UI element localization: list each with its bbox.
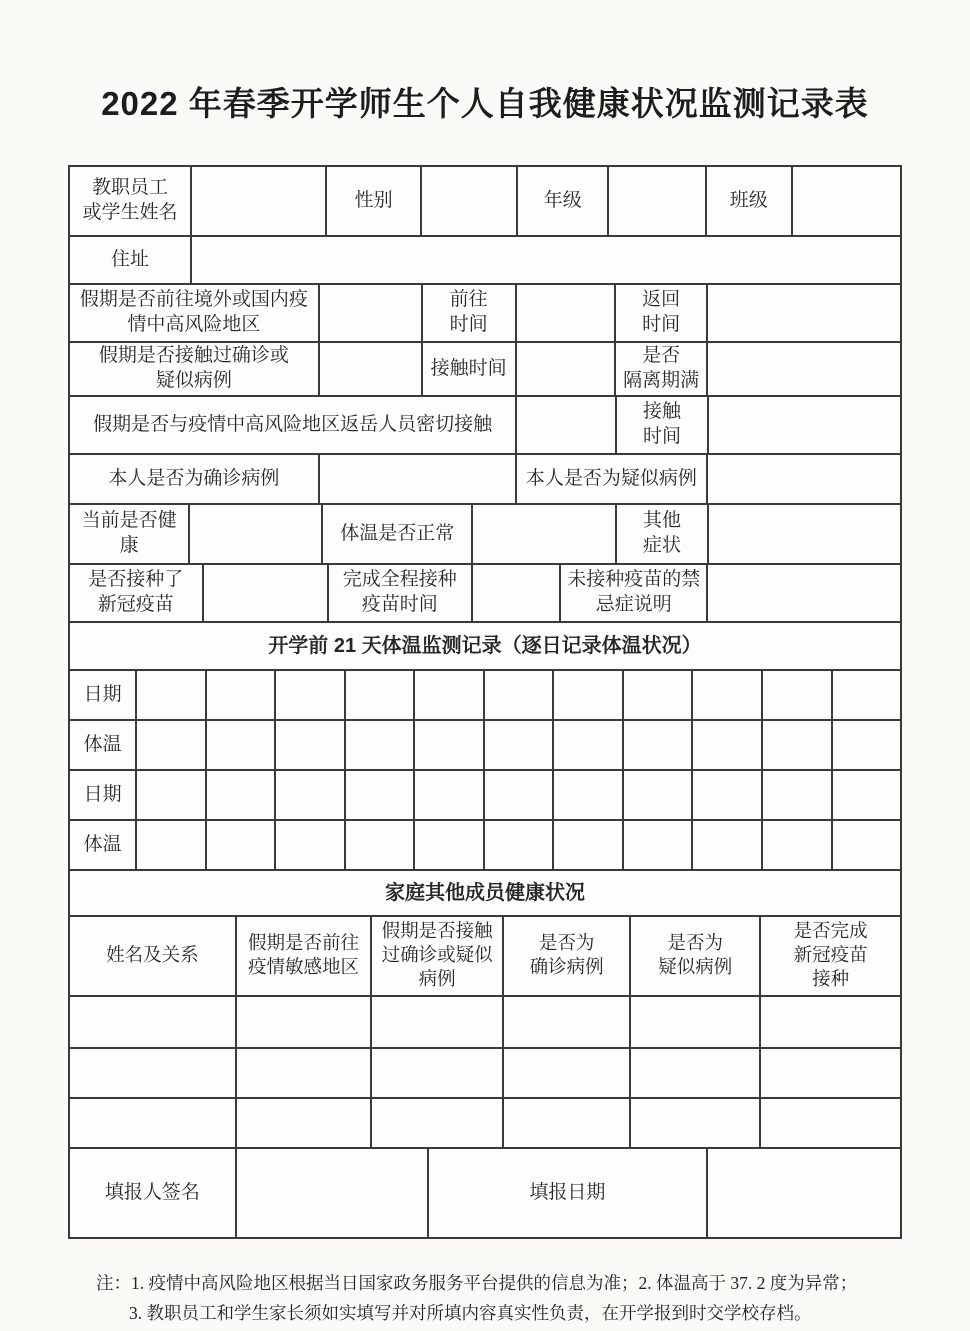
label-class: 班级 [707,167,793,235]
label-filler-signature: 填报人签名 [70,1149,237,1237]
empty-cell [631,997,761,1047]
input-travel-risk-area [320,285,423,341]
input-vaccinated [204,565,329,621]
temp-date-cell [137,671,207,719]
family-section-header: 家庭其他成员健康状况 [385,882,585,904]
temp-value-cell [763,721,833,769]
temp-value-cell [207,721,277,769]
page-title: 2022 年春季开学师生个人自我健康状况监测记录表 [101,85,869,122]
temp-date-cell [346,671,416,719]
temp-date-cell [415,771,485,819]
label-self-suspected: 本人是否为疑似病例 [517,455,709,503]
temp-value-cell [624,721,694,769]
temp-date-cell [415,671,485,719]
input-contact-time-2 [709,397,900,453]
temp-value-cell [346,821,416,869]
temp-date-row-2 [70,771,900,821]
temp-value-row-2 [70,821,900,871]
family-col-confirmed: 是否为 确诊病例 [504,917,631,995]
temp-date-row-1 [70,671,900,721]
footnotes [96,1269,886,1329]
temp-date-cell [207,771,277,819]
temp-value-cell [693,821,763,869]
label-temp-2: 体温 [70,821,137,869]
temp-value-cell [415,721,485,769]
input-grade [609,167,706,235]
input-full-vaccination-time [473,565,562,621]
temp-date-cell [276,771,346,819]
temp-value-cell [346,721,416,769]
temp-date-cell [485,671,555,719]
row-travel-risk [70,285,900,343]
input-return-time [708,285,900,341]
temp-date-cell [207,671,277,719]
temp-value-row-1 [70,721,900,771]
input-quarantine-complete [708,343,900,395]
label-return-time: 返回 时间 [616,285,708,341]
empty-cell [761,1099,900,1147]
empty-cell [237,1099,372,1147]
temp-monitor-section-header: 开学前 21 天体温监测记录（逐日记录体温状况） [268,635,702,657]
empty-cell [761,1049,900,1097]
temp-date-cell [137,771,207,819]
label-temp-normal: 体温是否正常 [323,505,473,563]
row-address [70,237,900,285]
temp-value-cell [485,721,555,769]
empty-cell [631,1099,761,1147]
temp-date-cell [554,671,624,719]
temp-date-cell [833,671,901,719]
empty-cell [631,1049,761,1097]
empty-cell [504,997,631,1047]
label-contact-case: 假期是否接触过确诊或 疑似病例 [70,343,320,395]
label-grade: 年级 [518,167,609,235]
temp-value-cell [415,821,485,869]
family-col-contact-case: 假期是否接触 过确诊或疑似 病例 [372,917,504,995]
empty-cell [237,997,372,1047]
label-self-confirmed: 本人是否为确诊病例 [70,455,320,503]
empty-cell [70,1049,237,1097]
temp-value-cell [693,721,763,769]
temp-value-cell [763,821,833,869]
input-fill-date [708,1149,900,1237]
temp-value-cell [554,821,624,869]
input-contact-time [517,343,617,395]
family-row-2 [70,1049,900,1099]
row-vaccination [70,565,900,623]
temp-value-cell [207,821,277,869]
input-contraindication [708,565,900,621]
label-other-symptoms: 其他 症状 [617,505,709,563]
row-self-case [70,455,900,505]
temp-value-cell [624,821,694,869]
empty-cell [504,1099,631,1147]
row-temp-section-header [70,623,900,671]
temp-date-cell [554,771,624,819]
empty-cell [761,997,900,1047]
label-temp-1: 体温 [70,721,137,769]
empty-cell [70,1099,237,1147]
temp-date-cell [763,771,833,819]
label-date-1: 日期 [70,671,137,719]
temp-date-cell [485,771,555,819]
input-address [192,237,900,283]
family-header-row [70,917,900,997]
temp-date-cell [693,771,763,819]
label-date-2: 日期 [70,771,137,819]
temp-date-cell [276,671,346,719]
input-self-confirmed [320,455,517,503]
input-temp-normal [473,505,617,563]
family-col-vaccinated: 是否完成 新冠疫苗 接种 [793,921,868,991]
temp-date-cell [346,771,416,819]
temp-value-cell [833,721,901,769]
label-full-vaccination-time: 完成全程接种 疫苗时间 [329,565,473,621]
note-line-1: 注：1. 疫情中高风险地区根据当日国家政务服务平台提供的信息为准；2. 体温高于 37. 2 度为异常； [96,1273,858,1293]
label-close-contact-returnee: 假期是否与疫情中高风险地区返岳人员密切接触 [70,397,517,453]
temp-date-cell [693,671,763,719]
row-signature [70,1149,900,1237]
temp-value-cell [485,821,555,869]
row-current-health [70,505,900,565]
temp-value-cell [276,821,346,869]
label-contact-time-2: 接触 时间 [617,397,709,453]
row-basic-info [70,167,900,237]
label-currently-healthy: 当前是否健康 [70,505,190,563]
row-close-contact [70,397,900,455]
health-form-table [68,165,902,1239]
temp-value-cell [276,721,346,769]
row-family-section-header [70,871,900,917]
label-address: 住址 [70,237,192,283]
family-col-suspected: 是否为 疑似病例 [631,917,761,995]
temp-value-cell [833,821,901,869]
empty-cell [372,997,504,1047]
family-col-name-relation: 姓名及关系 [70,917,237,995]
family-col-travel-sensitive: 假期是否前往 疫情敏感地区 [237,917,372,995]
family-row-1 [70,997,900,1049]
input-filler-signature [237,1149,429,1237]
temp-date-cell [624,771,694,819]
row-contact-case [70,343,900,397]
family-row-3 [70,1099,900,1149]
input-depart-time [517,285,617,341]
label-vaccinated: 是否接种了 新冠疫苗 [70,565,204,621]
input-other-symptoms [709,505,900,563]
empty-cell [372,1049,504,1097]
input-self-suspected [708,455,900,503]
empty-cell [504,1049,631,1097]
label-travel-risk-area: 假期是否前往境外或国内疫 情中高风险地区 [70,285,320,341]
label-depart-time: 前往 时间 [423,285,517,341]
label-quarantine-complete: 是否 隔离期满 [616,343,708,395]
temp-value-cell [137,721,207,769]
input-class [793,167,900,235]
empty-cell [237,1049,372,1097]
label-contraindication: 未接种疫苗的禁 忌症说明 [561,565,708,621]
input-currently-healthy [190,505,323,563]
temp-date-cell [763,671,833,719]
note-line-2: 3. 教职员工和学生家长须如实填写并对所填内容真实性负责，在开学报到时交学校存档。 [129,1302,812,1323]
input-name [192,167,327,235]
label-gender: 性别 [327,167,422,235]
empty-cell [372,1099,504,1147]
label-fill-date: 填报日期 [429,1149,709,1237]
label-contact-time: 接触时间 [423,343,517,395]
label-name: 教职员工 或学生姓名 [70,167,192,235]
temp-value-cell [554,721,624,769]
input-gender [422,167,518,235]
empty-cell [70,997,237,1047]
temp-date-cell [624,671,694,719]
input-close-contact-returnee [517,397,617,453]
input-contact-case [320,343,423,395]
temp-date-cell [833,771,901,819]
temp-value-cell [137,821,207,869]
